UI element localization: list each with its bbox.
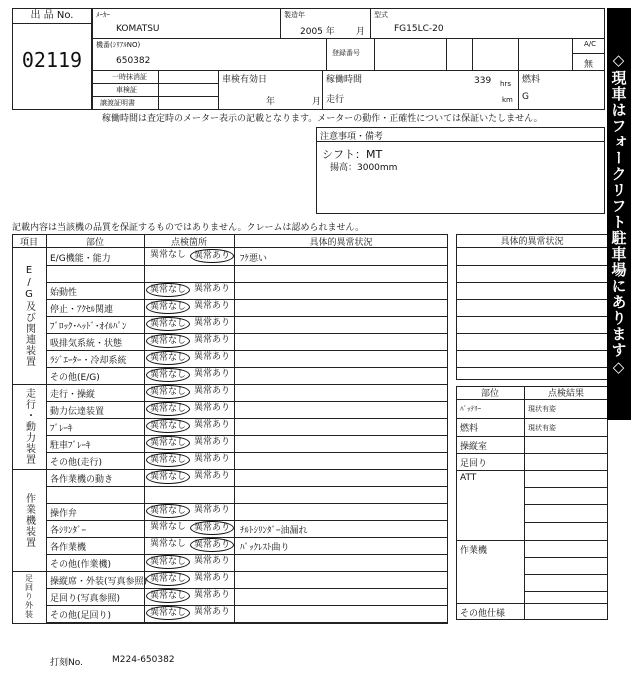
row-line	[46, 418, 448, 419]
row-part: 停止・ｱｸｾﾙ関連	[50, 305, 114, 315]
status-ng[interactable]: 異常あり	[194, 352, 231, 362]
row-part: 各作業機	[50, 543, 87, 553]
status-ok[interactable]: 異常なし	[146, 504, 190, 518]
status-ok[interactable]: 異常なし	[150, 539, 187, 549]
group-label: 足回り外装	[24, 574, 34, 619]
row1-line	[92, 38, 605, 39]
row-part: ﾌﾞﾛｯｸ･ﾍｯﾄﾞ･ｵｲﾙﾊﾟﾝ	[50, 322, 127, 332]
result-line	[456, 418, 608, 419]
col-part-header: 部位	[85, 238, 104, 248]
row-part: 駐車ﾌﾞﾚｰｷ	[50, 441, 91, 451]
shaken-line	[92, 96, 218, 97]
status-ok[interactable]: 異常なし	[146, 334, 190, 348]
row-part: 足回り(写真参照)	[50, 594, 121, 604]
model-label: 型式	[374, 11, 388, 19]
right-result-box	[456, 386, 608, 620]
row-line	[46, 384, 448, 385]
status-ok[interactable]: 異常なし	[146, 453, 190, 467]
joto-label: 譲渡証明書	[100, 99, 135, 107]
status-ok[interactable]: 異常なし	[146, 436, 190, 450]
row-line	[46, 299, 448, 300]
reg-cell-4	[518, 38, 519, 70]
right-detail-box	[456, 234, 608, 380]
status-ng[interactable]: 異常あり	[194, 301, 231, 311]
check-divider-1	[158, 70, 159, 110]
row-part: 走行・操縦	[50, 390, 96, 400]
result-subline	[524, 591, 608, 592]
hours-value: 339	[474, 76, 492, 86]
row-part: 始動性	[50, 288, 78, 298]
status-ok[interactable]: 異常なし	[146, 589, 190, 603]
row-detail: ﾌｹ悪い	[240, 254, 268, 264]
row-line	[46, 282, 448, 283]
status-ok[interactable]: 異常なし	[146, 419, 190, 433]
ac-divider	[572, 38, 573, 70]
right-detail-header: 具体的異常状況	[456, 234, 608, 248]
row-detail: ﾊﾞｯｸﾚｽﾄ曲り	[240, 543, 290, 553]
row-part: 動力伝達装置	[50, 407, 105, 417]
group-label: E/G及び関連装置	[23, 265, 35, 367]
row-line	[46, 367, 448, 368]
hours-note: 稼働時間は査定時のメーター表示の記載となります。メーターの動作・正確性については保証いたしません。	[102, 114, 543, 124]
year-month-unit: 月	[356, 27, 366, 37]
status-ng[interactable]: 異常あり	[194, 369, 231, 379]
undercarriage-label: 足回り	[460, 459, 488, 469]
reg-cell-1	[374, 38, 375, 70]
row-line	[46, 554, 448, 555]
location-banner: ◇現車はフォークリフト駐車場にあります◇	[607, 8, 631, 420]
row-part: 各ｼﾘﾝﾀﾞｰ	[50, 526, 87, 536]
status-ng[interactable]: 異常あり	[194, 403, 231, 413]
shaken-month-unit: 月	[312, 97, 322, 107]
year-divider	[280, 8, 281, 38]
status-ok[interactable]: 異常なし	[146, 283, 190, 297]
result-line	[456, 436, 608, 437]
row-line	[46, 503, 448, 504]
row-part: E/G機能・能力	[50, 254, 111, 264]
status-ok[interactable]: 異常なし	[150, 522, 187, 532]
row-line	[46, 520, 448, 521]
row-part: その他(作業機)	[50, 560, 112, 570]
model-value: FG15LC-20	[394, 24, 444, 34]
status-ng[interactable]: 異常あり	[194, 607, 231, 617]
col-detail-header: 具体的異常状況	[309, 238, 373, 248]
serial-value: 650382	[116, 56, 151, 66]
row-part: その他(走行)	[50, 458, 103, 468]
col-line-3	[234, 234, 235, 624]
row-part: 吸排気系統・状態	[50, 339, 123, 349]
row-line	[46, 588, 448, 589]
group-label: 作業機装置	[23, 492, 35, 548]
att-label: ATT	[460, 473, 477, 483]
status-ng[interactable]: 異常あり	[194, 471, 231, 481]
status-ng[interactable]: 異常あり	[194, 505, 231, 515]
ac-value: 無	[584, 60, 594, 70]
right-result-divider	[524, 386, 525, 620]
col-line-1	[46, 234, 47, 624]
row2-line	[92, 70, 605, 71]
ac-label: A/C	[584, 40, 597, 48]
reg-cell-3	[472, 38, 473, 70]
result-part-header: 部位	[456, 386, 524, 400]
status-ng[interactable]: 異常あり	[190, 538, 234, 552]
row-line	[46, 265, 448, 266]
row-line	[46, 316, 448, 317]
status-ok[interactable]: 異常なし	[146, 368, 190, 382]
row-part: ﾗｼﾞｴｰﾀｰ・冷却系統	[50, 356, 127, 366]
fuel-value: G	[522, 92, 529, 102]
status-ok[interactable]: 異常なし	[146, 351, 190, 365]
detail-line	[456, 299, 608, 300]
row-part: 操縦席・外装(写真参照)	[50, 577, 148, 587]
status-ok[interactable]: 異常なし	[146, 606, 190, 620]
cockpit-label: 操縦室	[460, 442, 488, 452]
lot-number-label: 出 品 No.	[12, 8, 92, 24]
fuel-label: 燃料	[522, 75, 541, 85]
maker-value: KOMATSU	[116, 24, 160, 34]
result-header: 点検結果	[524, 386, 608, 400]
maker-label: ﾒｰｶｰ	[96, 11, 110, 19]
detail-line	[456, 333, 608, 334]
status-ok[interactable]: 異常なし	[146, 572, 190, 586]
status-ng[interactable]: 異常あり	[194, 573, 231, 583]
run-label: 走行	[326, 95, 345, 105]
other-spec-label: その他仕様	[460, 609, 506, 619]
status-ok[interactable]: 異常なし	[146, 317, 190, 331]
detail-line	[456, 265, 608, 266]
model-divider	[370, 8, 371, 38]
row-part: 操作弁	[50, 509, 78, 519]
stamp-label: 打刻No.	[50, 658, 83, 668]
ichiji-label: 一時抹消証	[112, 73, 147, 81]
reg-label: 登録番号	[332, 49, 360, 57]
status-ng[interactable]: 異常あり	[194, 454, 231, 464]
row-detail: ﾁﾙﾄｼﾘﾝﾀﾞｰ油漏れ	[240, 526, 308, 536]
status-ng[interactable]: 異常あり	[194, 420, 231, 430]
shaken-year-unit: 年	[266, 97, 276, 107]
detail-line	[456, 350, 608, 351]
result-subline	[524, 522, 608, 523]
row-line	[46, 401, 448, 402]
row-line	[46, 622, 448, 623]
fuel-result: 現状有姿	[528, 424, 556, 432]
shaken-label: 車検証	[116, 86, 137, 94]
row-line	[46, 537, 448, 538]
row-part: その他(足回り)	[50, 611, 112, 621]
detail-line	[456, 316, 608, 317]
fuel-label-right: 燃料	[460, 424, 479, 434]
status-ng[interactable]: 異常あり	[194, 318, 231, 328]
status-ng[interactable]: 異常あり	[194, 556, 231, 566]
group-label: 走行・動力装置	[23, 388, 35, 465]
result-subline	[524, 574, 608, 575]
status-ok[interactable]: 異常なし	[146, 385, 190, 399]
status-ok[interactable]: 異常なし	[146, 402, 190, 416]
result-subline	[524, 504, 608, 505]
result-line	[456, 470, 608, 471]
hours-divider	[322, 70, 323, 110]
fuel-divider	[518, 70, 519, 110]
status-ok[interactable]: 異常なし	[146, 555, 190, 569]
work-machine-label: 作業機	[460, 546, 488, 556]
col-item-header: 項目	[19, 238, 38, 248]
detail-line	[456, 282, 608, 283]
detail-line	[456, 367, 608, 368]
status-ng[interactable]: 異常あり	[190, 521, 234, 535]
row-line	[46, 435, 448, 436]
ichiji-line	[92, 83, 218, 84]
row-part: 各作業機の動き	[50, 475, 114, 485]
result-line	[456, 453, 608, 454]
status-ng[interactable]: 異常あり	[194, 284, 231, 294]
check-divider-2	[218, 70, 219, 110]
status-ok[interactable]: 異常なし	[150, 250, 187, 260]
col-line-2	[144, 234, 145, 624]
hours-unit: hrs	[500, 80, 511, 88]
result-subline	[524, 557, 608, 558]
notes-line-2: 揚高：3000mm	[330, 163, 398, 173]
lot-number: 02119	[21, 48, 83, 72]
stamp-value: M224-650382	[112, 655, 175, 665]
row-line	[46, 452, 448, 453]
notes-line-1: シフト：MT	[322, 148, 383, 161]
status-ng[interactable]: 異常あり	[194, 335, 231, 345]
result-line	[456, 603, 608, 604]
row-line	[46, 571, 448, 572]
year-label: 製造年	[284, 11, 305, 19]
year-value: 2005 年	[300, 27, 335, 37]
status-ok[interactable]: 異常なし	[146, 470, 190, 484]
run-unit: km	[502, 96, 513, 104]
result-subline	[524, 487, 608, 488]
battery-result: 現状有姿	[528, 405, 556, 413]
row-part: その他(E/G)	[50, 373, 100, 383]
notes-label: 注意事項・備考	[320, 132, 384, 142]
row-line	[46, 333, 448, 334]
shaken-date-label: 車検有効日	[222, 75, 268, 85]
status-ng[interactable]: 異常あり	[194, 590, 231, 600]
ac-line	[572, 53, 605, 54]
status-ng[interactable]: 異常あり	[194, 386, 231, 396]
battery-label: ﾊﾞｯﾃﾘｰ	[460, 405, 481, 413]
serial-label: 機番(ｼﾘｱﾙNO)	[96, 41, 141, 49]
row-part: ﾌﾞﾚｰｷ	[50, 424, 73, 434]
row-line	[46, 605, 448, 606]
hours-label: 稼働時間	[326, 75, 363, 85]
status-ng[interactable]: 異常あり	[190, 249, 234, 263]
result-line	[456, 540, 608, 541]
status-ok[interactable]: 異常なし	[146, 300, 190, 314]
disclaimer: 記載内容は当該機の品質を保証するものではありません。クレームは認められません。	[12, 223, 365, 233]
reg-divider	[326, 38, 327, 70]
col-check-header: 点検箇所	[170, 238, 207, 248]
reg-cell-2	[446, 38, 447, 70]
row-line	[46, 469, 448, 470]
row-line	[46, 486, 448, 487]
status-ng[interactable]: 異常あり	[194, 437, 231, 447]
row-line	[46, 350, 448, 351]
